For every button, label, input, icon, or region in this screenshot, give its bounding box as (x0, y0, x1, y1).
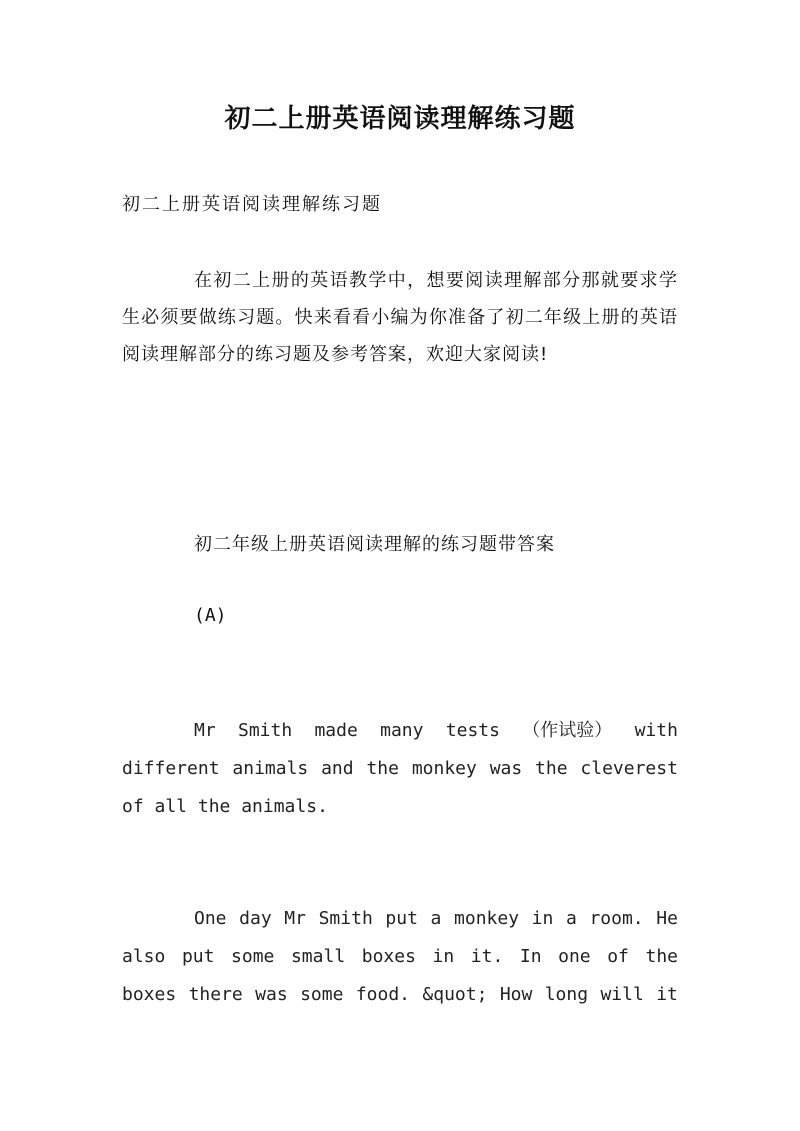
section-label: (A) (194, 605, 227, 626)
word: and (321, 758, 354, 779)
word: monkey (411, 758, 477, 779)
word: boxes (361, 946, 416, 967)
paragraph-1 (122, 712, 678, 826)
word: of (607, 946, 629, 967)
word: in (531, 908, 554, 929)
word: （作试验） (522, 720, 613, 741)
word: Smith (318, 908, 373, 929)
word: with (634, 720, 678, 741)
word: One (194, 908, 227, 929)
paragraph-1-line-3: of all the animals. (122, 796, 328, 817)
word: long (544, 984, 589, 1005)
word: the (645, 946, 678, 967)
word: Mr (194, 720, 216, 741)
paragraph-2-line-1 (122, 900, 678, 938)
word: in (432, 946, 455, 967)
paragraph-2-line-2 (122, 938, 678, 976)
word: Smith (237, 720, 293, 741)
word: tests (445, 720, 500, 741)
word: put (181, 946, 215, 967)
word: monkey (454, 908, 520, 929)
word: was (489, 758, 523, 779)
word: was (255, 984, 288, 1005)
word: it. (470, 946, 504, 967)
word: some (231, 946, 275, 967)
word: In (519, 946, 542, 967)
intro-paragraph (122, 262, 678, 373)
word: day (239, 908, 272, 929)
word: Mr (284, 908, 306, 929)
word: one (558, 946, 591, 967)
word: a (565, 908, 577, 929)
paragraph-1-line-1 (122, 712, 678, 750)
paragraph-2 (122, 900, 678, 1014)
word: room. (589, 908, 644, 929)
word: food. (355, 984, 410, 1005)
word: animals (232, 758, 309, 779)
document-title: 初二上册英语阅读理解练习题 (224, 104, 576, 134)
document-subtitle: 初二上册英语阅读理解练习题 (122, 194, 382, 215)
word: the (366, 758, 399, 779)
word: there (188, 984, 243, 1005)
word: the (535, 758, 568, 779)
word: a (430, 908, 442, 929)
word: also (122, 946, 166, 967)
word: &quot; (422, 984, 488, 1005)
paragraph-1-line-2 (122, 750, 678, 788)
word: small (290, 946, 346, 967)
word: it (656, 984, 678, 1005)
paragraph-2-line-3 (122, 976, 678, 1014)
word: many (380, 720, 424, 741)
word: boxes (122, 984, 177, 1005)
word: different (122, 758, 220, 779)
section-heading: 初二年级上册英语阅读理解的练习题带答案 (194, 534, 555, 555)
word: cleverest (580, 758, 678, 779)
intro-text: 在初二上册的英语教学中，想要阅读理解部分那就要求学生必须要做练习题。快来看看小编为你准备了初二年级上册的英语阅读理解部分的练习题及参考答案，欢迎大家阅读! (122, 270, 678, 365)
word: some (300, 984, 344, 1005)
word: He (656, 908, 678, 929)
word: put (385, 908, 418, 929)
word: How (499, 984, 533, 1005)
word: made (314, 720, 358, 741)
word: will (600, 984, 644, 1005)
